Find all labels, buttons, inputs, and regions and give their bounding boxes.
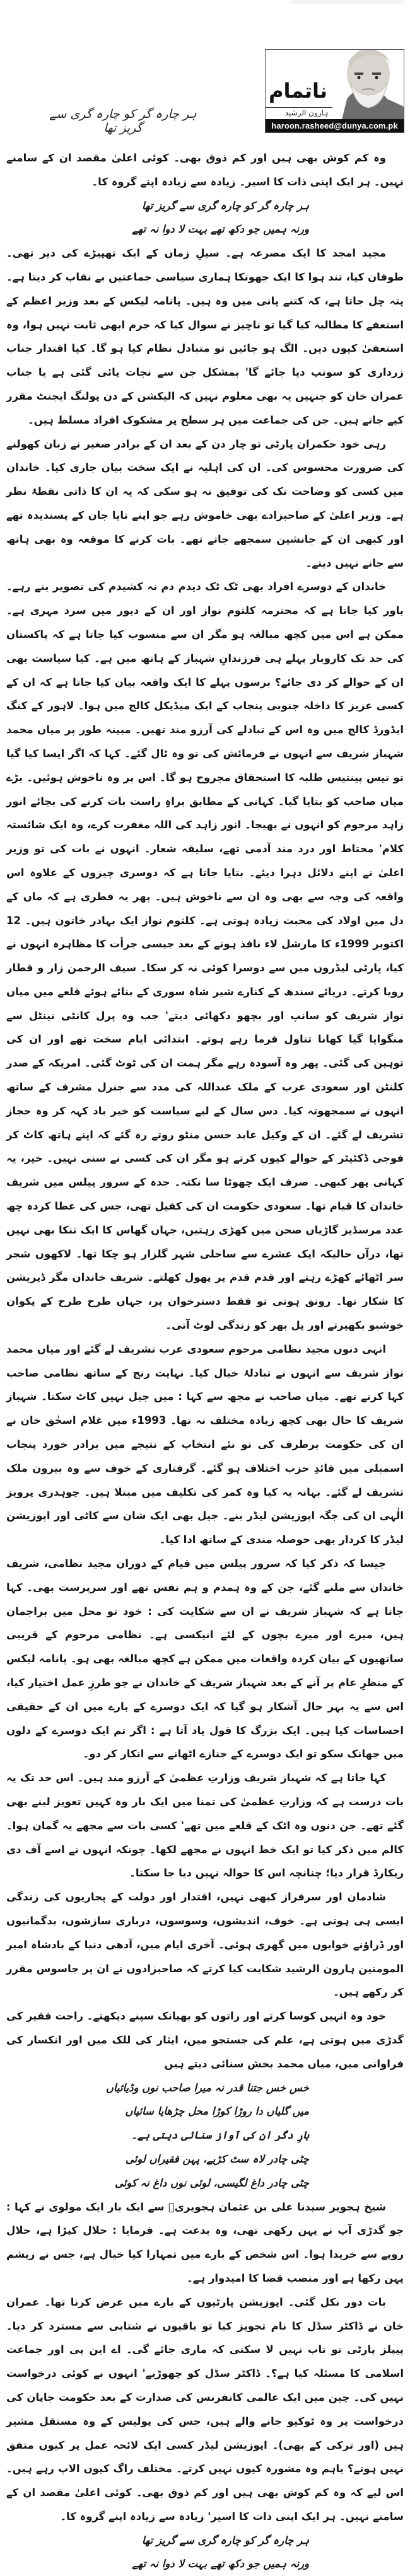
article-title: ہر چارہ گر کو چارہ گری سے گریز تھا — [49, 107, 197, 135]
paragraph: خاندان کے دوسرے افراد بھی ٹک ٹک دیدم دم نہ کشیدم کی تصویر بنے رہے۔ باور کیا جاتا ہے کہ محترمہ کلثوم نواز اور ان کے دیور میں سرد مہری ہے۔ ممکن ہے اس میں کچھ مبالغہ ہو مگر ان سے منسوب کیا جاتا ہے کہ پاکستان کی حد تک کاروبار پہلے ہی فرزندانِ شہباز کے ہاتھ میں ہے۔ کیا سیاست بھی ان کے حوالے کر دی جائے؟ برسوں پہلے کا ایک واقعہ بیان کیا جاتا ہے کہ ان کے کسی عزیز کا داخلہ جنوبی پنجاب کے ایک میڈیکل کالج میں ہوا۔ لاہور کے کنگ ایڈورڈ کالج میں وہ اس کے تبادلے کی آرزو مند تھیں۔ مبینہ طور پر میاں محمد شہباز شریف سے انہوں نے فرمائش کی تو وہ ٹال گئے۔ کہا کہ اگر ایسا کیا گیا تو تیس پینتیس طلبہ کا استحقاق مجروح ہو گا۔ اس پر وہ ناخوش ہوئیں۔ بڑے میاں صاحب کو بتایا گیا۔ کہانی کے مطابق براہِ راست بات کرنے کی بجائے انور زاہد مرحوم کو انہوں نے بھیجا۔ انور زاہد کی اللہ مغفرت کرے، وہ ایک شائستہ کلام' محتاط اور درد مند آدمی تھے، سلیقہ شعار۔ انہوں نے بات کی تو وزیر اعلیٰ نے اپنے دلائل دہرا دیئے۔ بتایا جاتا ہے کہ دوسری چیزوں کے علاوہ اس واقعہ کی وجہ سے بھی وہ ان سے ناخوش ہیں۔ پھر یہ فطری ہے کہ ماں کے دل میں اولاد کی محبت زیادہ ہوتی ہے۔ کلثوم نواز ایک بہادر خاتون ہیں۔ 12 اکتوبر 1999ء کا مارشل لاء نافذ ہونے کے بعد جیسی جرأت کا مظاہرہ انہوں نے کیا، پارٹی لیڈروں میں سے دوسرا کوئی نہ کر سکا۔ سیف الرحمن زار و قطار رویا کرتے۔ دریائے سندھ کے کنارے شیر شاہ سوری کے بنائے ہوئے قلعے میں میاں نواز شریف کو سانپ اور بچھو دکھائی دیتے' جب وہ پرل کانٹی نینٹل سے منگوایا گیا کھانا تناول فرما رہے ہوتے۔ ابتدائی ایام سخت تھے اور ان کی توہین کی گئی۔ پھر وہ آسودہ رہے مگر ہمت ان کی ٹوٹ گئی۔ امریکہ کے صدر کلنٹن اور سعودی عرب کے ملک عبداللہ کی مدد سے جنرل مشرف کے ساتھ انہوں نے سمجھوتہ کیا۔ دس سال کے لیے سیاست کو خیر باد کہہ کر وہ حجاز تشریف لے گئے۔ ان کے وکیل عابد حسن منٹو روتے رہ گئے کہ اپنے ہاتھ کاٹ کر فوجی ڈکٹیٹر کے حوالے کیوں کرتے ہو مگر ان کی کسی نے سنی نہیں۔ خیر، یہ کہانی پھر کبھی۔ صرف ایک چھوٹا سا نکتہ۔ جدہ کے سرور پیلس میں شریف خاندان کا قیام تھا۔ سعودی حکومت ان کی کفیل تھی، جس کی عطا کردہ چھ عدد مرسڈیز گاڑیاں صحن میں کھڑی رہتیں، جہاں گھاس کا ایک تنکا بھی نہیں تھا، درآں حالیکہ ایک عشرے سے ساحلی شہر گلزار ہو چکا تھا۔ لاکھوں شجر سر اٹھائے کھڑے رہتے اور قدم قدم پر پھول کھلتے۔ شریف خاندان مگر ڈپریشن کا شکار تھا۔ رونق ہوتی تو فقط دسترخوان پر، جہاں طرح طرح کے پکوان خوشبو بکھیرتے اور پل بھر کو زندگی لوٹ آتی۔ — [6, 580, 404, 1332]
paragraph: کہا جاتا ہے کہ شہباز شریف وزارتِ عظمیٰ کے آرزو مند ہیں۔ اس حد تک یہ بات درست ہے کہ وزارتِ عظمیٰ کی تمنا میں ایک بار وہ کہیں تعویز لینے بھی گئے تھے۔ جن دنوں وہ اٹک کے قلعے میں تھے' کسی بات سے مجھے یہ گمان ہوا۔ کالم میں ذکر کیا تو ایک خط انہوں نے مجھے لکھا۔ چونکہ انہوں نے اسے آف دی ریکارڈ قرار دیا؛ چنانچہ اس کا حوالہ نہیں دیا جا سکتا۔ — [6, 1772, 404, 1880]
column-name: ناتمام — [269, 79, 327, 103]
author-email[interactable]: haroon.rasheed@dunya.com.pk — [266, 119, 404, 132]
verse-line: ورنہ ہمیں جو دکھ تھے بہت لا دوا نہ تھے — [132, 223, 309, 236]
author-name: ہارون الرشید — [284, 108, 329, 117]
paragraph: بات دور نکل گئی۔ اپوزیشن پارٹیوں کے بارے میں عرض کرنا تھا۔ عمران خان نے ڈاکٹر سڈل کا نام تجویز کیا تو باقیوں نے شتابی سے مسترد کر دیا۔ پیپلز پارٹی تو تاب نہیں لا سکتی کہ ماری جائے گی۔ اے این پی اور جماعت اسلامی کا مسئلہ کیا ہے؟۔ ڈاکٹر سڈل کو چھوڑیے' انہوں نے کوئی درخواست نہیں کی۔ چین میں ایک عالمی کانفرنس کی صدارت کے بعد حکومت جاپان کی درخواست پر وہ ٹوکیو جانے والے ہیں، جس کی پولیس کے وہ مستقل مشیر ہیں (اور ترکی کے بھی)۔ اپوزیشن لیڈر کسی ایک لائحہ عمل پر کیوں متفق نہیں ہوتے؟ باہم وہ مشورہ کیوں نہیں کرتے۔ مختلف راگ کیوں الاپ رہے ہیں۔ اس لیے کہ وہ کم کوش بھی ہیں اور کم ذوق بھی۔ کوئی اعلیٰ مقصد ان کے سامنے نہیں۔ ہر ایک اپنی ذات کا اسیر' زیادہ سے زیادہ اپنے گروہ کا۔ — [6, 2296, 404, 2522]
verse-line: چٹی چادر لاہ سٹ کڑیے، پہن فقیراں لوئی — [125, 2152, 309, 2165]
couplet — [6, 2076, 404, 2195]
paragraph: خود وہ انہیں کوسا کرتے اور راتوں کو بھیانک سپنے دیکھتے۔ راحت فقیر کی گدڑی میں ہوتی ہے، علم کی جستجو میں، ایثار کی للک میں اور انکسار کی فراوانی میں، میاں محمد بخش سنائی دیتے ہیں — [6, 2010, 404, 2070]
top-strip — [291, 0, 404, 4]
verse-line: خس خس جتنا قدر نہ میرا صاحب نوں وڈیائیاں — [105, 2081, 309, 2094]
couplet — [6, 2529, 404, 2576]
intro-paragraph: وہ کم کوش بھی ہیں اور کم ذوق بھی۔ کوئی اعلیٰ مقصد ان کے سامنے نہیں۔ ہر ایک اپنی ذات کا اسیر۔ زیادہ سے زیادہ اپنے گروہ کا۔ — [6, 152, 404, 188]
verse-line: ہر چارہ گر کو چارہ گری سے گریز تھا — [141, 199, 309, 212]
verse-line: ورنہ ہمیں جو دکھ تھے بہت لا دوا نہ تھے — [132, 2558, 309, 2570]
verse-line: چٹی چادر داغ لگیسی، لوئی نوں داغ نہ کوئی — [114, 2176, 309, 2189]
verse-line: ہر چارہ گر کو چارہ گری سے گریز تھا — [141, 2534, 309, 2546]
paragraph: جیسا کہ ذکر کیا کہ سرور پیلس میں قیام کے دوران مجید نظامی، شریف خاندان سے ملنے گئے، جن کے وہ ہمدم و ہم نفس تھے اور سرپرست بھی۔ کہا جاتا ہے کہ شہباز شریف نے ان سے شکایت کی : خود تو محل میں براجمان ہیں، میرے اور میرے بچوں کے لئے انیکسی ہے۔ نظامی مرحوم کے قریبی ساتھیوں کے بیان کردہ واقعات میں ممکن ہے کچھ مبالغہ بھی ہو۔ پانامہ لیکس کے منظرِ عام پر آنے کے بعد شہباز شریف کے خاندان نے جو طرزِ عمل اختیار کیا، اس سے یہ بہر حال آشکار ہو گیا کہ ایک دوسرے کے بارے میں ان کے حقیقی احساسات کیا ہیں۔ ایک بزرگ کا قول یاد آتا ہے : اگر تم ایک دوسرے کے دلوں میں جھانک سکو تو ایک دوسرے کے جنازے اٹھانے سے انکار کر دو۔ — [6, 1557, 404, 1760]
paragraph: انہی دنوں مجید نظامی مرحوم سعودی عرب تشریف لے گئے اور میاں محمد نواز شریف سے انہوں نے تبادلۂ خیال کیا۔ نہایت رنج کے ساتھ نظامی صاحب کہا کرتے تھے۔ میاں صاحب نے مجھ سے کہا : میں جیل نہیں کاٹ سکتا۔ شہباز شریف کا حال بھی کچھ زیادہ مختلف نہ تھا۔ 1993ء میں غلام اسحٰق خان نے ان کی حکومت برطرف کی تو نئے انتخاب کے نتیجے میں برادر خورد پنجاب اسمبلی میں قائدِ حزب اختلاف ہو گئے۔ گرفتاری کے خوف سے وہ بیرون ملک تشریف لے گئے۔ بہانہ یہ کیا وہ کمر کی تکلیف میں مبتلا ہیں۔ چوہدری پرویز الٰہی ان کی جگہ اپوزیشن لیڈر بنے۔ جیل بھی ایک شان سے کاٹی اور اپوزیشن لیڈر کا کردار بھی حوصلہ مندی کے ساتھ ادا کیا۔ — [6, 1343, 404, 1546]
divider — [266, 107, 332, 108]
article-body — [6, 146, 404, 2576]
paragraph: رہی خود حکمران پارٹی تو چار دن کے بعد ان کے برادر صغیر نے زبان کھولنے کی ضرورت محسوس کی۔ ان کی اہلیہ نے ایک سخت بیان جاری کیا۔ خاندان میں کسی کو وضاحت تک کی توفیق نہ ہو سکی کہ یہ ان کا ذاتی نقطۂ نظر ہے۔ وزیر اعلیٰ کے صاحبزادے بھی خاموش رہے جو اپنے تایا جان کے پسندیدہ تھے اور کبھی ان کے جانشین سمجھے جاتے تھے۔ بات کرنے کا موقعہ وہ بھی ہاتھ سے جانے نہیں دیتے۔ — [6, 437, 404, 569]
verse-line: میں گلیاں دا روڑا کوڑا محل چڑھایا سائیاں — [125, 2105, 309, 2118]
paragraph: شادمان اور سرفراز کبھی نہیں، اقتدار اور دولت کے پجاریوں کی زندگی ایسی ہی ہوتی ہے۔ خوف، اندیشوں، وسوسوں، درباری سازشوں، بدگمانیوں اور ڈراؤنے خوابوں میں گھری ہوئی۔ آخری ایام میں، آدھی دنیا کے بادشاہ امیر المومنین ہارون الرشید شکایت کیا کرتے کہ صاحبزادوں نے ان پر جاسوس مقرر کر رکھے ہیں۔ — [6, 1891, 404, 1999]
paragraph: شیخ ہجویر سیدنا علی بن عثمان ہجویریؒ سے ایک بار ایک مولوی نے کہا : جو گدڑی آپ نے پہن رکھی تھی، وہ بدعت ہے۔ فرمایا : حلال کپڑا ہے، حلال روپے سے خریدا ہوا۔ اس شخص کے بارے میں تمہارا کیا خیال ہے، جس نے ریشم پہن رکھا ہے اور منصب قضا کا امیدوار ہے۔ — [6, 2200, 404, 2284]
verse-line: بارِ دگر ان کی آواز سنائی دیتی ہے۔ — [131, 2129, 309, 2142]
couplet — [6, 194, 404, 242]
author-portrait-icon — [329, 50, 404, 120]
column-byline-box — [265, 49, 404, 133]
paragraph: مجید امجد کا ایک مصرعہ ہے۔ سیلِ زماں کے ایک تھپیڑے کی دیر تھی۔ طوفان کیا، تند ہوا کا ایک جھونکا ہماری سیاسی جماعتیں بے نقاب کر دیتا ہے۔ پتہ چل جاتا ہے، کہ کتنے پانی میں وہ ہیں۔ پانامہ لیکس کے بعد وزیر اعظم کے استعفے کا مطالبہ کیا گیا تو ناچیز نے سوال کیا کہ جرم ابھی ثابت نہیں ہوا، وہ استعفیٰ کیوں دیں۔ الگ ہو جائیں تو متبادل نظام کیا ہو گا۔ کیا اقتدار جناب زرداری کو سونپ دیا جائے گا' بمشکل جن سے نجات پائی گئی ہے یا جناب عمران خان کو جنہیں یہ بھی معلوم نہیں کہ الیکشن کے دن پولنگ ایجنٹ مقرر کیے جاتے ہیں۔ جن کی جماعت میں ہر سطح پر مشکوک افراد مسلط ہیں۔ — [6, 247, 404, 426]
